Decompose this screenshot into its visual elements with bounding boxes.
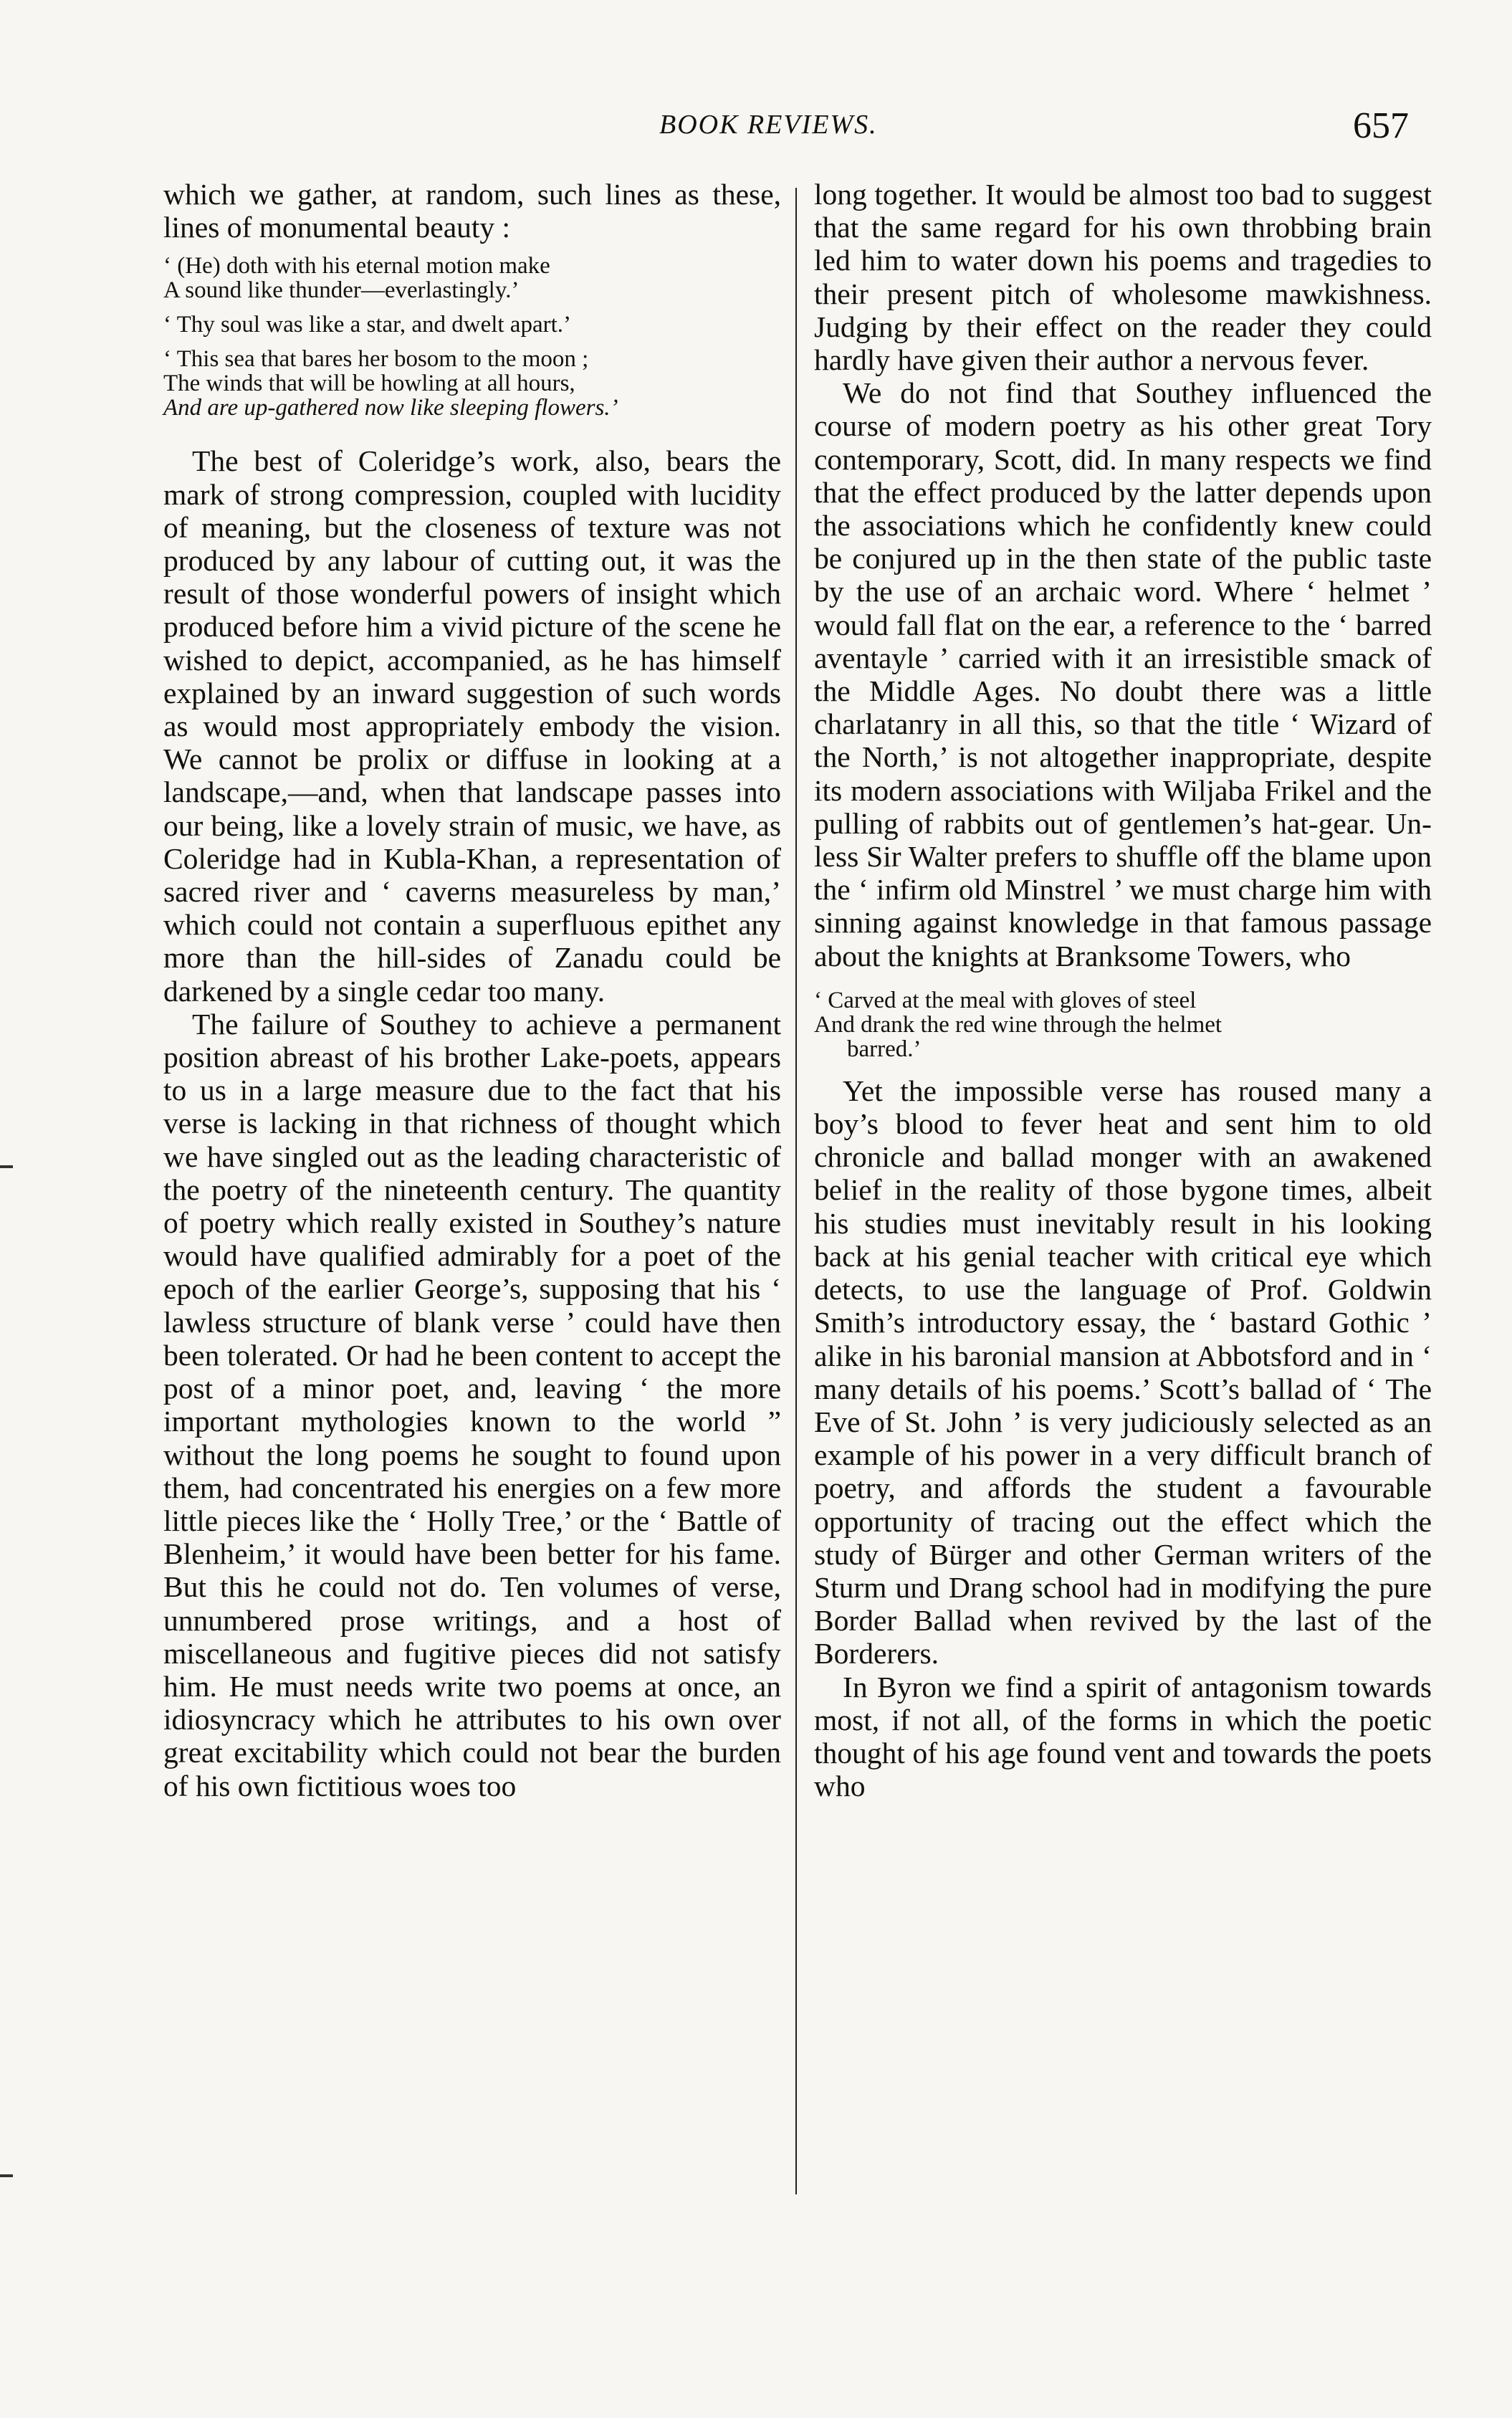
paragraph: which we gather, at random, such lines as these, lines of monumental beauty : [163,178,781,244]
verse-line: And are up-gathered now like sleeping flowers.’ [163,395,618,421]
paragraph: The failure of Southey to achieve a permanent position abreast of his brother Lake-poets, appears to us in a large measure due to the fact that his verse is lacking in that richness of thought which we have singled out as the leading characteristic of the poetry of the nineteenth century. The quantity of poetry which really existed in Southey’s nature would have qualified admirably for a poet of the epoch of the earlier George’s, supposing that his ‘ lawless structure of blank verse ’ could have then been tolerated. Or had he been content to accept the post of a minor poet, and, leaving ‘ the more important mythologies known to the world ” without the long poems he sought to found upon them, had concentrated his energies on a few more little pieces like the ‘ Holly Tree,’ or the ‘ Battle of Blenheim,’ it would have been better for his fame. But this he could not do. Ten volumes of verse, unnumbered prose writings, and a host of miscellaneous and fugitive pieces did not satisfy him. He must needs write two poems at once, an idiosyncracy which he attributes to his own over great excitability which could not bear the burden of his own fictitious woes too [163,1007,781,1802]
column-divider [795,188,797,2194]
paragraph: We do not find that Southey influenced the course of modern poetry as his other great Tory contemporary, Scott, did. In many respects we find that the effect produced by the latter depends upon the associations which he confidently knew could be conjured up in the then state of the public taste by the use of an archaic word. Where ‘ helmet ’ would fall flat on the ear, a reference to the ‘ barred aventayle ’ carried with it an irresistible smack of the Middle Ages. No doubt there was a little charlatanry in all this, so that the title ‘ Wizard of the North,’ is not altogether inappropriate, despite its modern associations with Wiljaba Frikel and the pulling of rabbits out of gentlemen’s hat-gear. Unless Sir Walter prefers to shuffle off the blame upon the ‘ infirm old Minstrel ’ we must charge him with sinning against knowledge in that famous passage about the knights at Branksome Towers, who [814,376,1432,973]
margin-mark [0,2174,13,2177]
right-column [814,178,1432,1802]
verse-line: barred.’ [847,1036,922,1062]
paragraph: long together. It would be almost too bad to suggest that the same regard for his own throbbing brain led him to water down his poems and tragedies to their present pitch of wholesome mawkishness. Judging by their effect on the reader they could hardly have given their author a nervous fever. [814,178,1432,377]
paragraph: Yet the impossible verse has roused many a boy’s blood to fever heat and sent him to old chronicle and ballad monger with an awakened belief in the reality of those bygone times, albeit his studies must inevitably result in his looking back at his genial teacher with critical eye which detects, to use the language of Prof. Goldwin Smith’s introductory essay, the ‘ bastard Gothic ’ alike in his baronial mansion at Abbotsford and in ‘ many details of his poems.’ Scott’s ballad of ‘ The Eve of St. John ’ is very judiciously selected as an example of his power in a very difficult branch of poetry, and affords the student a favourable opportunity of tracing out the effect which the study of Bürger and other German writers of the Sturm und Drang school had in modifying the pure Border Ballad when revived by the last of the Borderers. [814,1074,1432,1671]
running-head [0,105,1512,159]
verse-quote [163,254,781,302]
paragraph: The best of Coleridge’s work, also, bears the mark of strong compression, coupled with lucidity of meaning, but the closeness of texture was not produced by any labour of cutting out, it was the result of those wonderful powers of insight which produced before him a vivid picture of the scene he wished to depict, accompanied, as he has himself explained by an inward suggestion of such words as would most appropriately embody the vision. We cannot be prolix or diffuse in looking at a landscape,—and, when that landscape passes into our being, like a lovely strain of music, we have, as Coleridge had in Kubla-Khan, a representation of sacred river and ‘ caverns measureless by man,’ which could not contain a superfluous epithet any more than the hill-sides of Zanadu could be darkened by a single cedar too many. [163,444,781,1008]
verse-line: A sound like thunder—everlastingly.’ [163,277,520,304]
verse-line: The winds that will be howling at all hours, [163,371,575,397]
left-column [163,178,781,1802]
verse-quote [814,988,1432,1061]
verse-quote [163,347,781,420]
verse-line: ‘ (He) doth with his eternal motion make [163,253,550,279]
margin-mark [0,1165,13,1168]
verse-line: ‘ Thy soul was like a star, and dwelt apart.’ [163,312,571,338]
verse-line: And drank the red wine through the helmet [814,1011,1222,1038]
running-head-title: BOOK REVIEWS. [659,110,878,140]
verse-line: ‘ Carved at the meal with gloves of steel [814,987,1197,1013]
verse-line: ‘ This sea that bares her bosom to the moon ; [163,346,589,373]
verse-quote [163,312,781,337]
page-number: 657 [1353,105,1409,146]
paragraph: In Byron we find a spirit of antagonism towards most, if not all, of the forms in which the poetic thought of his age found vent and towards the poets who [814,1670,1432,1803]
